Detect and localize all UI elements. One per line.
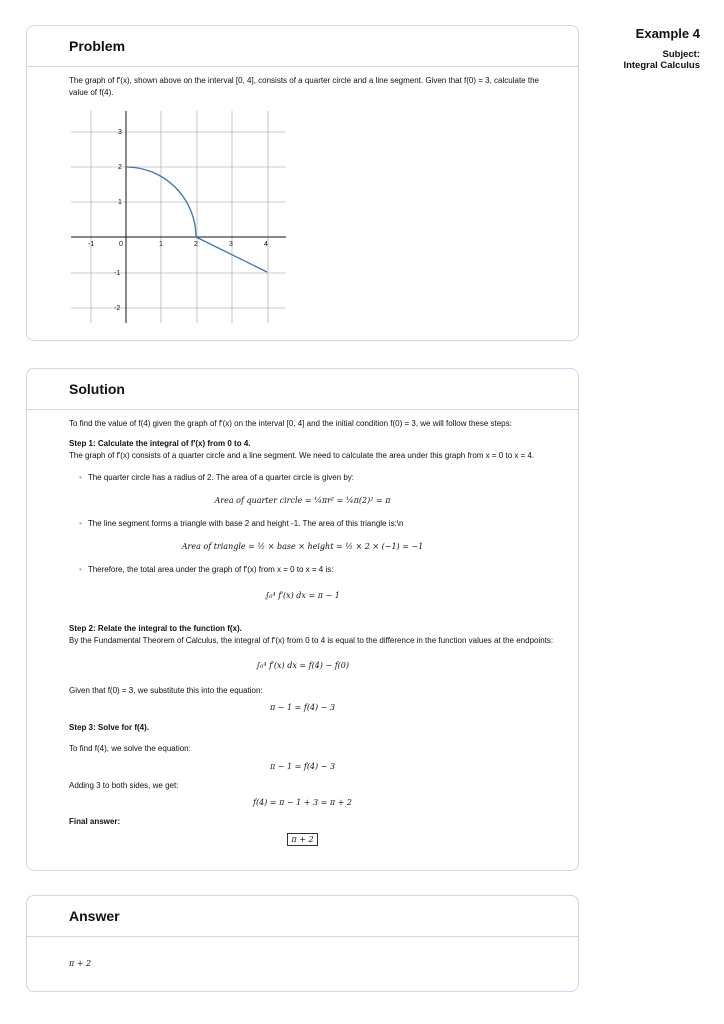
equation-solve: π − 1 = f(4) − 3: [269, 762, 336, 771]
adding-text: Adding 3 to both sides, we get:: [69, 781, 179, 790]
y-tick-label: 1: [118, 199, 122, 206]
bullet-total-area: • Therefore, the total area under the graph of f′(x) from x = 0 to x = 4 is:: [79, 565, 333, 574]
y-tick-label: 3: [118, 129, 122, 136]
answer-header: [27, 896, 578, 937]
problem-text-line2: value of f(4).: [69, 88, 114, 97]
example-label: Example 4: [635, 26, 700, 41]
x-tick-label: 0: [119, 241, 123, 248]
x-tick-label: 4: [264, 241, 268, 248]
final-answer-label: Final answer:: [69, 817, 121, 826]
equation-substitute: π − 1 = f(4) − 3: [269, 703, 336, 712]
solution-header: [27, 369, 578, 410]
equation-result: f(4) = π − 1 + 3 = π + 2: [252, 798, 353, 807]
x-tick-label: -1: [88, 241, 95, 248]
subject-label: Subject:: [662, 49, 700, 60]
x-tick-label: 1: [159, 241, 163, 248]
problem-card: [26, 25, 579, 341]
y-tick-label: 2: [118, 164, 122, 171]
y-tick-label: -1: [114, 270, 121, 277]
answer-title: Answer: [69, 908, 120, 924]
final-answer-box-wrap: [27, 835, 578, 844]
step2-text: By the Fundamental Theorem of Calculus, the integral of f′(x) from 0 to 4 is equal to the difference in the function values at the endpoints:: [69, 636, 554, 645]
step3-title: Step 3: Solve for f(4).: [69, 723, 150, 732]
side-info: [623, 26, 700, 71]
final-answer-boxed: π + 2: [287, 833, 317, 846]
equation-ftc: ∫₀⁴ f′(x) dx = f(4) − f(0): [256, 661, 349, 670]
solution-card: [26, 368, 579, 871]
x-tick-label: 2: [194, 241, 198, 248]
solution-title: Solution: [69, 381, 125, 397]
equation-quarter-circle: Area of quarter circle = ¼πr² = ¼π(2)² = π: [214, 496, 391, 505]
step2-title: Step 2: Relate the integral to the function f(x).: [69, 624, 242, 633]
problem-text-line1: The graph of f′(x), shown above on the interval [0, 4], consists of a quarter circle and a line segment. Given that f(0) = 3, calculate the: [69, 76, 539, 85]
equation-integral-total: ∫₀⁴ f′(x) dx = π − 1: [265, 591, 340, 600]
step1-text: The graph of f′(x) consists of a quarter circle and a line segment. We need to calculate the area under this graph from x = 0 to x = 4.: [69, 451, 535, 460]
bullet-quarter-circle: • The quarter circle has a radius of 2. The area of a quarter circle is given by:: [79, 473, 354, 482]
given-text: Given that f(0) = 3, we substitute this into the equation:: [69, 686, 263, 695]
to-find-text: To find f(4), we solve the equation:: [69, 744, 191, 753]
answer-value: π + 2: [69, 959, 92, 968]
equation-triangle: Area of triangle = ½ × base × height = ½ × 2 × (−1) = −1: [181, 542, 424, 551]
subject-value: Integral Calculus: [623, 60, 700, 71]
answer-card: [26, 895, 579, 992]
solution-intro: To find the value of f(4) given the graph of f′(x) on the interval [0, 4] and the initial condition f(0) = 3, we will follow these steps:: [69, 419, 512, 428]
graph-grid: [71, 111, 286, 323]
problem-header: [27, 26, 578, 67]
derivative-graph: [71, 111, 289, 326]
x-tick-label: 3: [229, 241, 233, 248]
y-tick-label: -2: [114, 305, 121, 312]
problem-title: Problem: [69, 38, 126, 54]
step1-title: Step 1: Calculate the integral of f′(x) from 0 to 4.: [69, 439, 251, 448]
bullet-triangle: • The line segment forms a triangle with base 2 and height -1. The area of this triangle is:\n: [79, 519, 403, 528]
